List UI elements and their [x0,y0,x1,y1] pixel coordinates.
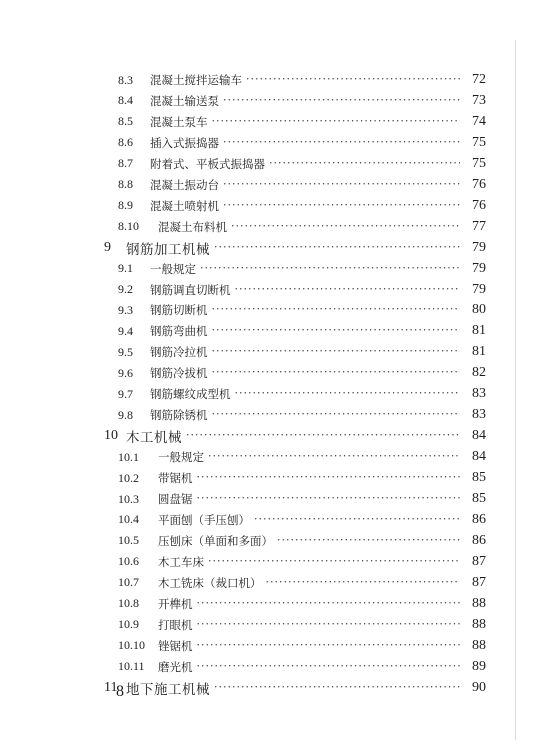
toc-entry-page: 77 [472,218,486,234]
toc-dot-leader [214,238,460,258]
toc-entry-number: 8.10 [118,219,139,234]
toc-entry-number: 10.7 [118,575,139,590]
toc-entry-page: 81 [472,323,486,339]
toc-entry-title: 钢筋冷拔机 [150,366,208,381]
toc-dot-leader [277,531,460,551]
toc-entry-number: 8.6 [118,135,133,150]
toc-dot-leader [214,678,460,698]
toc-entry-title: 打眼机 [158,617,193,632]
toc-entry-page: 85 [472,470,486,486]
toc-section-entry [118,154,486,174]
toc-entry-page: 84 [472,449,486,465]
toc-section-entry [118,594,486,614]
toc-entry-title: 带锯机 [158,471,193,486]
toc-section-entry [118,280,486,300]
toc-entry-title: 钢筋切断机 [150,303,208,318]
toc-dot-leader [231,217,460,237]
toc-entry-title: 木工机械 [126,430,182,447]
toc-entry-number: 11 [104,679,118,695]
toc-entry-page: 75 [472,155,486,171]
toc-entry-page: 74 [472,113,486,129]
toc-entry-page: 86 [472,532,486,548]
toc-entry-title: 钢筋螺纹成型机 [150,387,231,402]
toc-entry-title: 圆盘锯 [158,492,193,506]
toc-entry-page: 72 [472,72,486,87]
toc-dot-leader [254,510,460,530]
toc-entry-page: 79 [472,260,486,276]
toc-entry-page: 88 [472,616,486,632]
toc-section-entry [118,384,486,404]
toc-dot-leader [197,594,461,614]
toc-dot-leader [208,552,460,572]
toc-entry-title: 钢筋加工机械 [126,241,210,258]
toc-entry-page: 86 [472,511,486,527]
toc-dot-leader [235,384,461,404]
toc-section-entry [118,321,486,341]
toc-section-entry [118,405,486,425]
toc-entry-page: 90 [472,679,486,695]
toc-dot-leader [223,91,460,111]
toc-dot-leader [223,133,460,153]
toc-entry-page: 79 [472,239,486,255]
toc-entry-number: 9.2 [118,282,133,296]
toc-dot-leader [269,154,460,174]
toc-section-entry [118,489,486,509]
toc-entry-title: 混凝土振动台 [150,177,219,192]
toc-entry-page: 80 [472,302,486,318]
toc-dot-leader [246,70,460,90]
toc-dot-leader [212,405,461,425]
toc-entry-number: 10.5 [118,533,139,548]
toc-entry-title: 地下施工机械 [126,681,210,698]
toc-dot-leader [212,363,461,383]
toc-entry-title: 木工车床 [158,554,204,569]
toc-section-entry [118,510,486,530]
toc-entry-number: 10.4 [118,512,139,527]
toc-dot-leader [235,280,461,300]
toc-dot-leader [197,657,461,677]
toc-section-entry [118,196,486,216]
toc-entry-page: 76 [472,176,486,192]
toc-entry-number: 10.9 [118,617,139,632]
toc-dot-leader [223,196,460,216]
toc-entry-page: 73 [472,92,486,108]
toc-dot-leader [197,489,461,509]
toc-entry-page: 87 [472,553,486,569]
toc-section-entry [118,259,486,279]
toc-dot-leader [186,426,460,446]
toc-entry-title: 开榫机 [158,596,193,611]
toc-section-entry [118,300,486,320]
toc-section-entry [118,552,486,572]
toc-entry-page: 88 [472,595,486,611]
toc-dot-leader [212,112,461,132]
toc-section-entry [118,70,486,90]
toc-dot-leader [197,468,461,488]
toc-entry-page: 79 [472,281,486,297]
toc-entry-page: 81 [472,344,486,360]
toc-entry-number: 10.3 [118,491,139,506]
toc-entry-title: 混凝土搅拌运输车 [150,73,242,87]
toc-section-entry [118,447,486,467]
toc-dot-leader [197,636,461,656]
toc-entry-page: 87 [472,574,486,590]
toc-entry-title: 钢筋弯曲机 [150,324,208,339]
toc-section-entry [118,468,486,488]
toc-entry-number: 9 [104,239,111,255]
toc-section-entry [118,573,486,593]
toc-entry-number: 10.11 [118,659,145,674]
toc-entry-title: 压刨床（单面和多面） [158,533,273,548]
toc-dot-leader [212,321,461,341]
toc-entry-page: 83 [472,407,486,423]
toc-section-entry [118,363,486,383]
toc-chapter-entry [104,426,486,446]
toc-section-entry [118,112,486,132]
toc-entry-page: 84 [472,428,486,444]
toc-chapter-entry [104,678,486,698]
toc-entry-title: 钢筋调直切断机 [150,282,231,297]
toc-section-entry [118,657,486,677]
toc-entry-title: 一般规定 [158,450,204,465]
toc-entry-page: 82 [472,365,486,381]
toc-entry-title: 钢筋冷拉机 [150,345,208,360]
toc-entry-number: 10.8 [118,596,139,611]
toc-entry-number: 9.8 [118,407,133,422]
toc-entry-number: 10.10 [118,638,145,653]
toc-section-entry [118,531,486,551]
page-number: 8 [116,683,124,700]
toc-entry-title: 磨光机 [158,659,193,674]
page-edge-shadow [515,40,516,740]
toc-entry-page: 89 [472,658,486,674]
toc-entry-page: 75 [472,134,486,150]
toc-dot-leader [208,447,460,467]
toc-entry-title: 混凝土泵车 [150,114,208,129]
toc-entry-title: 平面刨（手压刨） [158,512,250,527]
toc-dot-leader [197,615,461,635]
toc-dot-leader [223,175,460,195]
toc-entry-page: 85 [472,491,486,506]
toc-entry-number: 8.5 [118,114,133,129]
toc-dot-leader [212,342,461,362]
toc-entry-page: 76 [472,197,486,213]
toc-entry-title: 钢筋除锈机 [150,408,208,423]
toc-entry-number: 9.6 [118,365,133,380]
toc-entry-title: 混凝土喷射机 [150,198,219,213]
toc-entry-page: 88 [472,637,486,653]
toc-entry-number: 9.1 [118,261,133,276]
toc-dot-leader [266,573,461,593]
toc-section-entry [118,615,486,635]
toc-entry-number: 10 [104,428,118,444]
toc-entry-title: 插入式振捣器 [150,135,219,150]
toc-section-entry [118,217,486,237]
toc-dot-leader [212,300,461,320]
toc-section-entry [118,175,486,195]
toc-entry-title: 一般规定 [150,261,196,276]
toc-entry-number: 9.3 [118,302,133,317]
toc-section-entry [118,133,486,153]
toc-section-entry [118,636,486,656]
toc-entry-number: 9.7 [118,386,133,401]
toc-entry-number: 10.1 [118,449,139,464]
toc-entry-title: 锉锯机 [158,638,193,653]
toc-entry-number: 8.3 [118,72,133,87]
toc-entry-number: 8.8 [118,177,133,192]
toc-entry-number: 8.7 [118,156,133,171]
toc-entry-number: 10.2 [118,470,139,485]
toc-dot-leader [200,259,460,279]
toc-entry-title: 附着式、平板式振捣器 [150,156,265,171]
toc-entry-title: 混凝土输送泵 [150,93,219,108]
toc-chapter-entry [104,238,486,258]
toc-entry-title: 木工铣床（裁口机） [158,575,262,590]
toc-section-entry [118,342,486,362]
toc-entry-number: 9.5 [118,344,133,359]
toc-section-entry [118,91,486,111]
toc-entry-number: 8.9 [118,198,133,213]
toc-entry-page: 83 [472,386,486,402]
toc-entry-title: 混凝土布料机 [158,219,227,234]
toc-entry-number: 9.4 [118,323,133,338]
toc-entry-number: 8.4 [118,93,133,108]
toc-entry-number: 10.6 [118,554,139,569]
